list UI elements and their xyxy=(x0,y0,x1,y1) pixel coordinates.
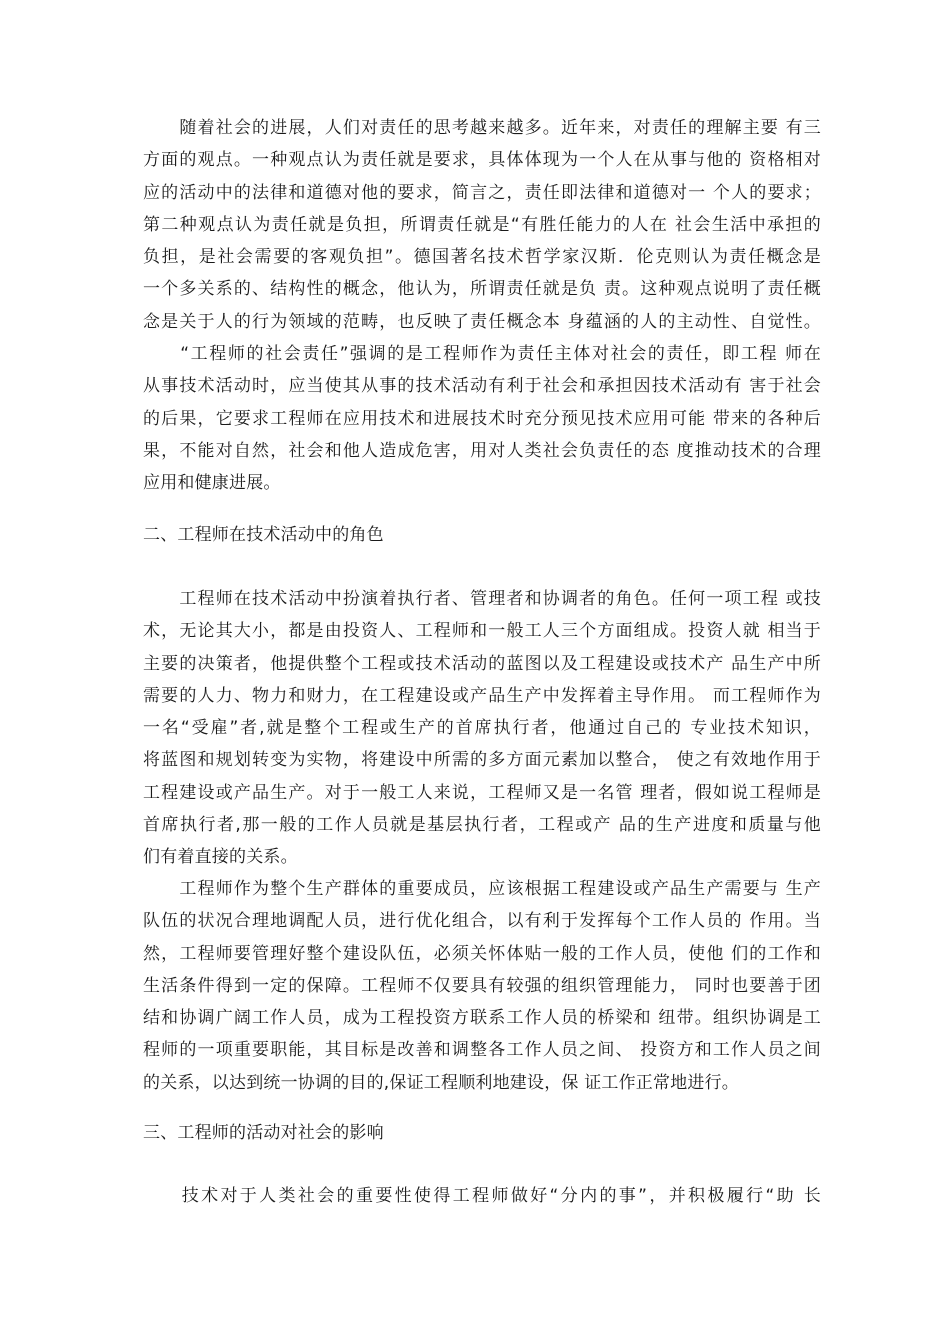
text-line: 技术对于人类社会的重要性使得工程师做好“分内的事”，并积极履行“助 长 xyxy=(143,1186,821,1206)
text-line: 主要的决策者，他提供整个工程或技术活动的蓝图以及工程建设或技术产 品生产中所 xyxy=(143,653,821,674)
text-line: 应用和健康进展。 xyxy=(143,473,281,494)
text-line: 应的活动中的法律和道德对他的要求，简言之，责任即法律和道德对一 个人的要求； xyxy=(143,182,821,203)
text-line: 一个多关系的、结构性的概念，他认为，所谓责任就是负 责。这种观点说明了责任概 xyxy=(143,279,821,300)
text-line: 将蓝图和规划转变为实物，将建设中所需的多方面元素加以整合， 使之有效地作用于 xyxy=(143,750,821,771)
text-line: 工程师作为整个生产群体的重要成员，应该根据工程建设或产品生产需要与 生产 xyxy=(143,879,821,899)
text-line: 一名“受雇”者,就是整个工程或生产的首席执行者，他通过自己的 专业技术知识， xyxy=(143,718,821,739)
text-line: 的后果，它要求工程师在应用技术和进展技术时充分预见技术应用可能 带来的各种后 xyxy=(143,408,821,429)
section-heading-2: 二、工程师在技术活动中的角色 xyxy=(143,525,384,545)
text-line: 果，不能对自然，社会和他人造成危害，用对人类社会负责任的态 度推动技术的合理 xyxy=(143,440,821,461)
text-line: 念是关于人的行为领域的范畴，也反映了责任概念本 身蕴涵的人的主动性、自觉性。 xyxy=(143,311,821,332)
text-line: 们有着直接的关系。 xyxy=(143,847,298,868)
text-line: 结和协调广阔工作人员，成为工程投资方联系工作人员的桥梁和 纽带。组织协调是工 xyxy=(143,1008,821,1029)
text-line: 程师的一项重要职能，其目标是改善和调整各工作人员之间、 投资方和工作人员之间 xyxy=(143,1040,821,1061)
section-heading-3: 三、工程师的活动对社会的影响 xyxy=(143,1123,384,1143)
text-line: 术，无论其大小，都是由投资人、工程师和一般工人三个方面组成。投资人就 相当于 xyxy=(143,621,821,642)
text-line: 队伍的状况合理地调配人员，进行优化组合，以有利于发挥每个工作人员的 作用。当 xyxy=(143,911,821,932)
text-line: 方面的观点。一种观点认为责任就是要求，具体体现为一个人在从事与他的 资格相对 xyxy=(143,150,821,171)
text-line: 然，工程师要管理好整个建设队伍，必须关怀体贴一般的工作人员，使他 们的工作和 xyxy=(143,943,821,964)
text-line: “工程师的社会责任”强调的是工程师作为责任主体对社会的责任，即工程 师在 xyxy=(143,344,821,364)
text-line: 需要的人力、物力和财力，在工程建设或产品生产中发挥着主导作用。 而工程师作为 xyxy=(143,685,821,706)
text-line: 工程建设或产品生产。对于一般工人来说，工程师又是一名管 理者，假如说工程师是 xyxy=(143,782,821,803)
text-line: 首席执行者,那一般的工作人员就是基层执行者，工程或产 品的生产进度和质量与他 xyxy=(143,815,821,836)
text-line: 工程师在技术活动中扮演着执行者、管理者和协调者的角色。任何一项工程 或技 xyxy=(143,589,821,609)
text-line: 随着社会的进展，人们对责任的思考越来越多。近年来，对责任的理解主要 有三 xyxy=(143,118,821,138)
text-line: 从事技术活动时，应当使其从事的技术活动有利于社会和承担因技术活动有 害于社会 xyxy=(143,376,821,397)
text-line: 的关系，以达到统一协调的目的,保证工程顺利地建设，保 证工作正常地进行。 xyxy=(143,1072,740,1093)
paragraph-technology-importance xyxy=(143,1180,821,1212)
paragraph-engineer-roles xyxy=(143,583,821,874)
text-line: 第二种观点认为责任就是负担，所谓责任就是“有胜任能力的人在 社会生活中承担的 xyxy=(143,214,821,235)
paragraph-responsibility-views xyxy=(143,112,821,338)
text-line: 负担，是社会需要的客观负担”。德国著名技术哲学家汉斯．伦克则认为责任概念是 xyxy=(143,247,821,268)
paragraph-engineer-coordination xyxy=(143,873,821,1099)
paragraph-engineer-social-responsibility xyxy=(143,338,821,499)
text-line: 生活条件得到一定的保障。工程师不仅要具有较强的组织管理能力， 同时也要善于团 xyxy=(143,975,821,996)
